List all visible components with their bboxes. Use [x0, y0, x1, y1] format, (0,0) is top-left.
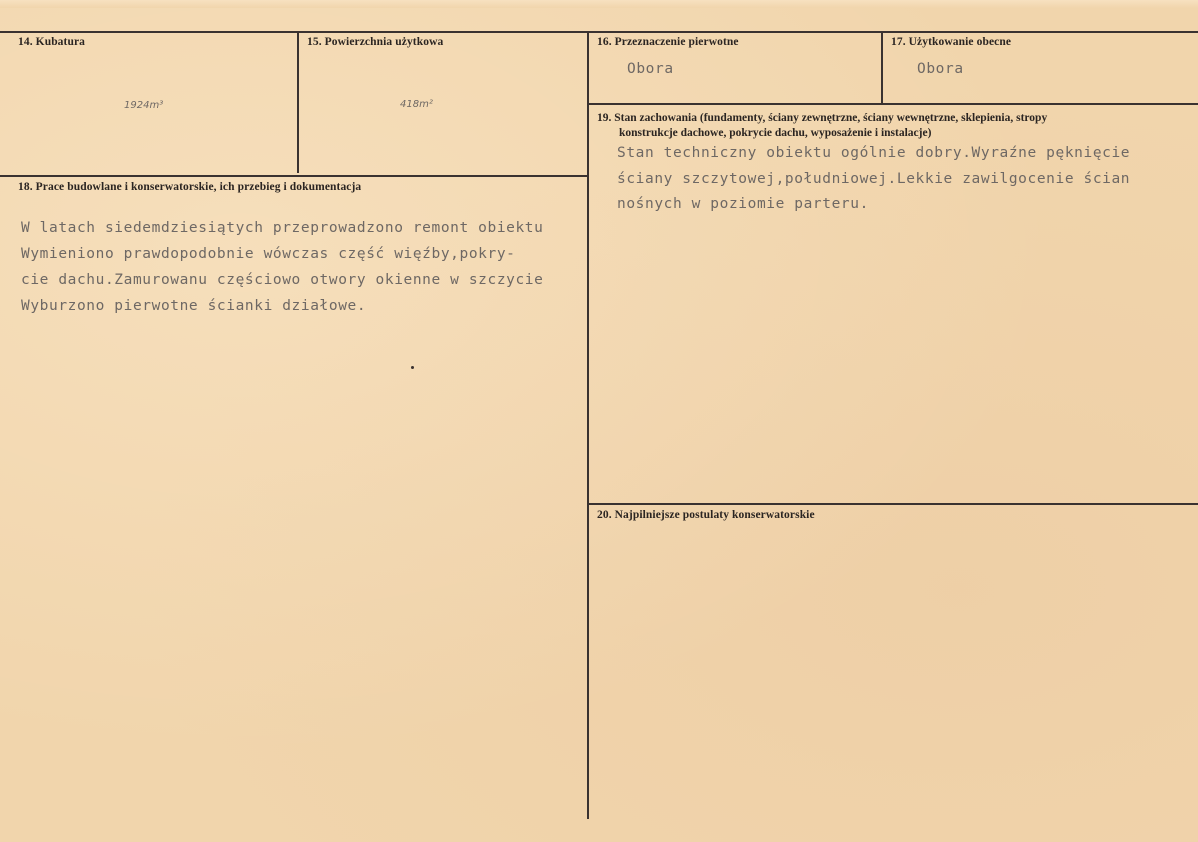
prace-line-4: Wyburzono pierwotne ścianki działowe. [21, 298, 367, 314]
card-top-edge [0, 0, 1198, 8]
divider-14-15 [297, 31, 299, 173]
paper-speck [411, 366, 414, 369]
stan-line-3: nośnych w poziomie parteru. [617, 196, 869, 212]
prace-line-3: cie dachu.Zamurowanu częściowo otwory okienne w szczycie [21, 272, 544, 288]
przeznaczenie-label: 16. Przeznaczenie pierwotne [597, 36, 739, 48]
stan-zachowania-label-2: konstrukcje dachowe, pokrycie dachu, wyposażenie i instalacje) [619, 127, 932, 139]
stan-zachowania-label-1: 19. Stan zachowania (fundamenty, ściany zewnętrzne, ściany wewnętrzne, sklepienia, stropy [597, 112, 1048, 124]
top-border-line [0, 31, 1198, 33]
prace-budowlane-label: 18. Prace budowlane i konserwatorskie, ich przebieg i dokumentacja [18, 181, 362, 193]
divider-main [587, 31, 589, 819]
prace-line-1: W latach siedemdziesiątych przeprowadzono remont obiektu [21, 220, 544, 236]
uzytkowanie-label: 17. Użytkowanie obecne [891, 36, 1012, 48]
stan-line-1: Stan techniczny obiektu ogólnie dobry.Wyraźne pęknięcie [617, 145, 1131, 161]
uzytkowanie-value: Obora [917, 61, 964, 77]
stan-line-2: ściany szczytowej,południowej.Lekkie zawilgocenie ścian [617, 171, 1131, 187]
powierzchnia-label: 15. Powierzchnia użytkowa [307, 36, 444, 48]
divider-16-17 [881, 31, 883, 103]
kubatura-label: 14. Kubatura [18, 36, 86, 48]
line-under-19 [587, 503, 1198, 505]
przeznaczenie-value: Obora [627, 61, 674, 77]
kubatura-value: 1924m³ [124, 100, 164, 111]
postulaty-label: 20. Najpilniejsze postulaty konserwatorskie [597, 509, 815, 521]
prace-line-2: Wymieniono prawdopodobnie wówczas część więźby,pokry- [21, 246, 516, 262]
powierzchnia-value: 418m² [400, 99, 433, 110]
line-under-14-15 [0, 175, 589, 177]
line-under-16-17 [587, 103, 1198, 105]
